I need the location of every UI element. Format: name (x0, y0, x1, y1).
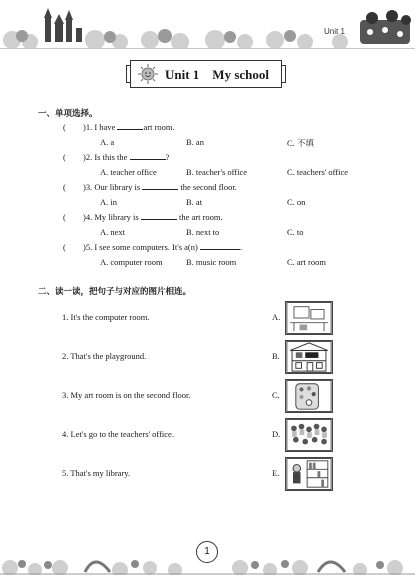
answer-blank[interactable] (200, 249, 240, 250)
option: A. computer room (100, 257, 163, 267)
match-sentence-1[interactable]: 1. It's the computer room. (62, 312, 150, 322)
question-stem: the art room. (178, 212, 223, 222)
answer-paren-open: ( (63, 122, 66, 132)
answer-paren-open: ( (63, 212, 66, 222)
option: C. teachers' office (287, 167, 349, 177)
picture-d-playground[interactable] (285, 418, 333, 452)
answer-blank[interactable] (142, 189, 178, 190)
question-stem: 2. Is this the (85, 152, 128, 162)
option: B. music room (186, 257, 237, 267)
question-stem: 5. I see some computers. It's a(n) (85, 242, 198, 252)
match-sentence-2[interactable]: 2. That's the playground. (62, 351, 147, 361)
sun-icon (137, 64, 159, 84)
section-heading-choice: 一、单项选择。 (38, 109, 98, 119)
question-stem: ) (83, 242, 86, 252)
question-stem: ? (165, 152, 170, 162)
header-divider (0, 48, 415, 49)
option: B. teacher's office (186, 167, 248, 177)
match-letter-c: C. (272, 390, 280, 400)
question-stem: the second floor. (180, 182, 237, 192)
answer-blank[interactable] (117, 129, 143, 130)
question-stem: 1. I have (85, 122, 116, 132)
picture-a-computer-desk[interactable] (285, 301, 333, 335)
option: A. teacher office (100, 167, 157, 177)
header-decoration (0, 0, 415, 48)
match-letter-e: E. (272, 468, 280, 478)
question-stem: ) (83, 152, 86, 162)
option: C. to (287, 227, 304, 237)
title-banner (130, 60, 282, 88)
answer-blank[interactable] (141, 219, 177, 220)
answer-paren-open: ( (63, 242, 66, 252)
answer-paren-open: ( (63, 182, 66, 192)
question-stem: ) (83, 212, 86, 222)
answer-paren-open: ( (63, 152, 66, 162)
answer-blank[interactable] (130, 159, 166, 160)
picture-b-school-building[interactable] (285, 340, 333, 374)
page-title: Unit 1 My school (165, 67, 269, 82)
option: A. in (100, 197, 117, 207)
question-stem: 3. Our library is (85, 182, 141, 192)
question-stem: ) (83, 182, 86, 192)
option: B. at (186, 197, 203, 207)
question-stem: 4. My library is (85, 212, 139, 222)
option: A. a (100, 137, 115, 147)
match-sentence-4[interactable]: 4. Let's go to the teachers' office. (62, 429, 174, 439)
option: B. an (186, 137, 204, 147)
picture-e-library[interactable] (285, 457, 333, 491)
option: C. art room (287, 257, 326, 267)
question-1 (83, 122, 175, 132)
question-3 (83, 182, 237, 192)
question-stem: ) (83, 122, 86, 132)
page-number: 1 (196, 541, 218, 563)
question-2 (83, 152, 169, 162)
option: A. next (100, 227, 126, 237)
option: B. next to (186, 227, 220, 237)
question-5 (83, 242, 242, 252)
match-letter-b: B. (272, 351, 280, 361)
picture-c-art-palette[interactable] (285, 379, 333, 413)
match-sentence-3[interactable]: 3. My art room is on the second floor. (62, 390, 191, 400)
option: C. on (287, 197, 306, 207)
option: C. 不填 (287, 138, 314, 148)
section-heading-matching: 二、读一读，把句子与对应的图片相连。 (38, 287, 192, 297)
match-letter-d: D. (272, 429, 281, 439)
question-stem: art room. (143, 122, 175, 132)
unit-tag: Unit 1 (324, 27, 345, 36)
match-letter-a: A. (272, 312, 281, 322)
question-stem: . (239, 242, 243, 252)
question-4 (83, 212, 223, 222)
match-sentence-5[interactable]: 5. That's my library. (62, 468, 131, 478)
